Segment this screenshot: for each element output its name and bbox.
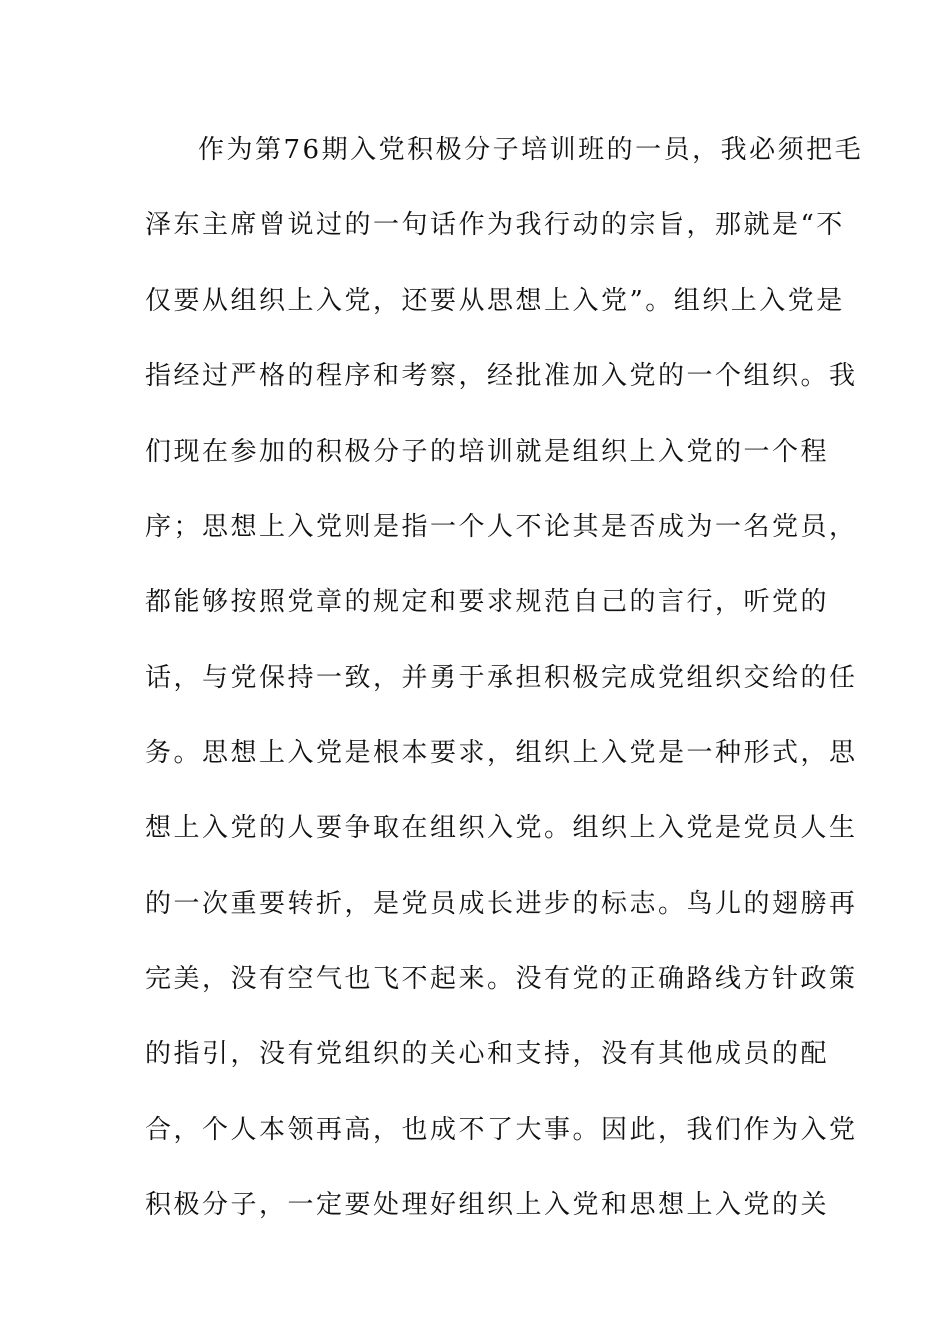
paragraph-line-7: 都能够按照党章的规定和要求规范自己的言行，听党的 [145,587,830,617]
paragraph-line-13: 的指引，没有党组织的关心和支持，没有其他成员的配 [145,1039,830,1069]
paragraph-line-6: 序；思想上入党则是指一个人不论其是否成为一名党员， [145,512,858,542]
paragraph-line-15: 积极分子，一定要处理好组织上入党和思想上入党的关 [145,1190,830,1220]
paragraph-line-12: 完美，没有空气也飞不起来。没有党的正确路线方针政策 [145,964,858,994]
paragraph-line-8: 话，与党保持一致，并勇于承担积极完成党组织交给的任 [145,663,858,693]
paragraph-line-2: 泽东主席曾说过的一句话作为我行动的宗旨，那就是“不 [145,210,845,240]
paragraph-line-4: 指经过严格的程序和考察，经批准加入党的一个组织。我 [145,361,858,391]
paragraph-line-3: 仅要从组织上入党，还要从思想上入党”。组织上入党是 [145,286,845,316]
paragraph-line-5: 们现在参加的积极分子的培训就是组织上入党的一个程 [145,437,830,467]
paragraph-line-14: 合，个人本领再高，也成不了大事。因此，我们作为入党 [145,1115,858,1145]
paragraph-line-9: 务。思想上入党是根本要求，组织上入党是一种形式，思 [145,738,858,768]
paragraph-line-11: 的一次重要转折，是党员成长进步的标志。鸟儿的翅膀再 [145,889,858,919]
paragraph-line-10: 想上入党的人要争取在组织入党。组织上入党是党员人生 [145,813,858,843]
paragraph-line-1: 作为第76期入党积极分子培训班的一员，我必须把毛 [198,135,864,165]
